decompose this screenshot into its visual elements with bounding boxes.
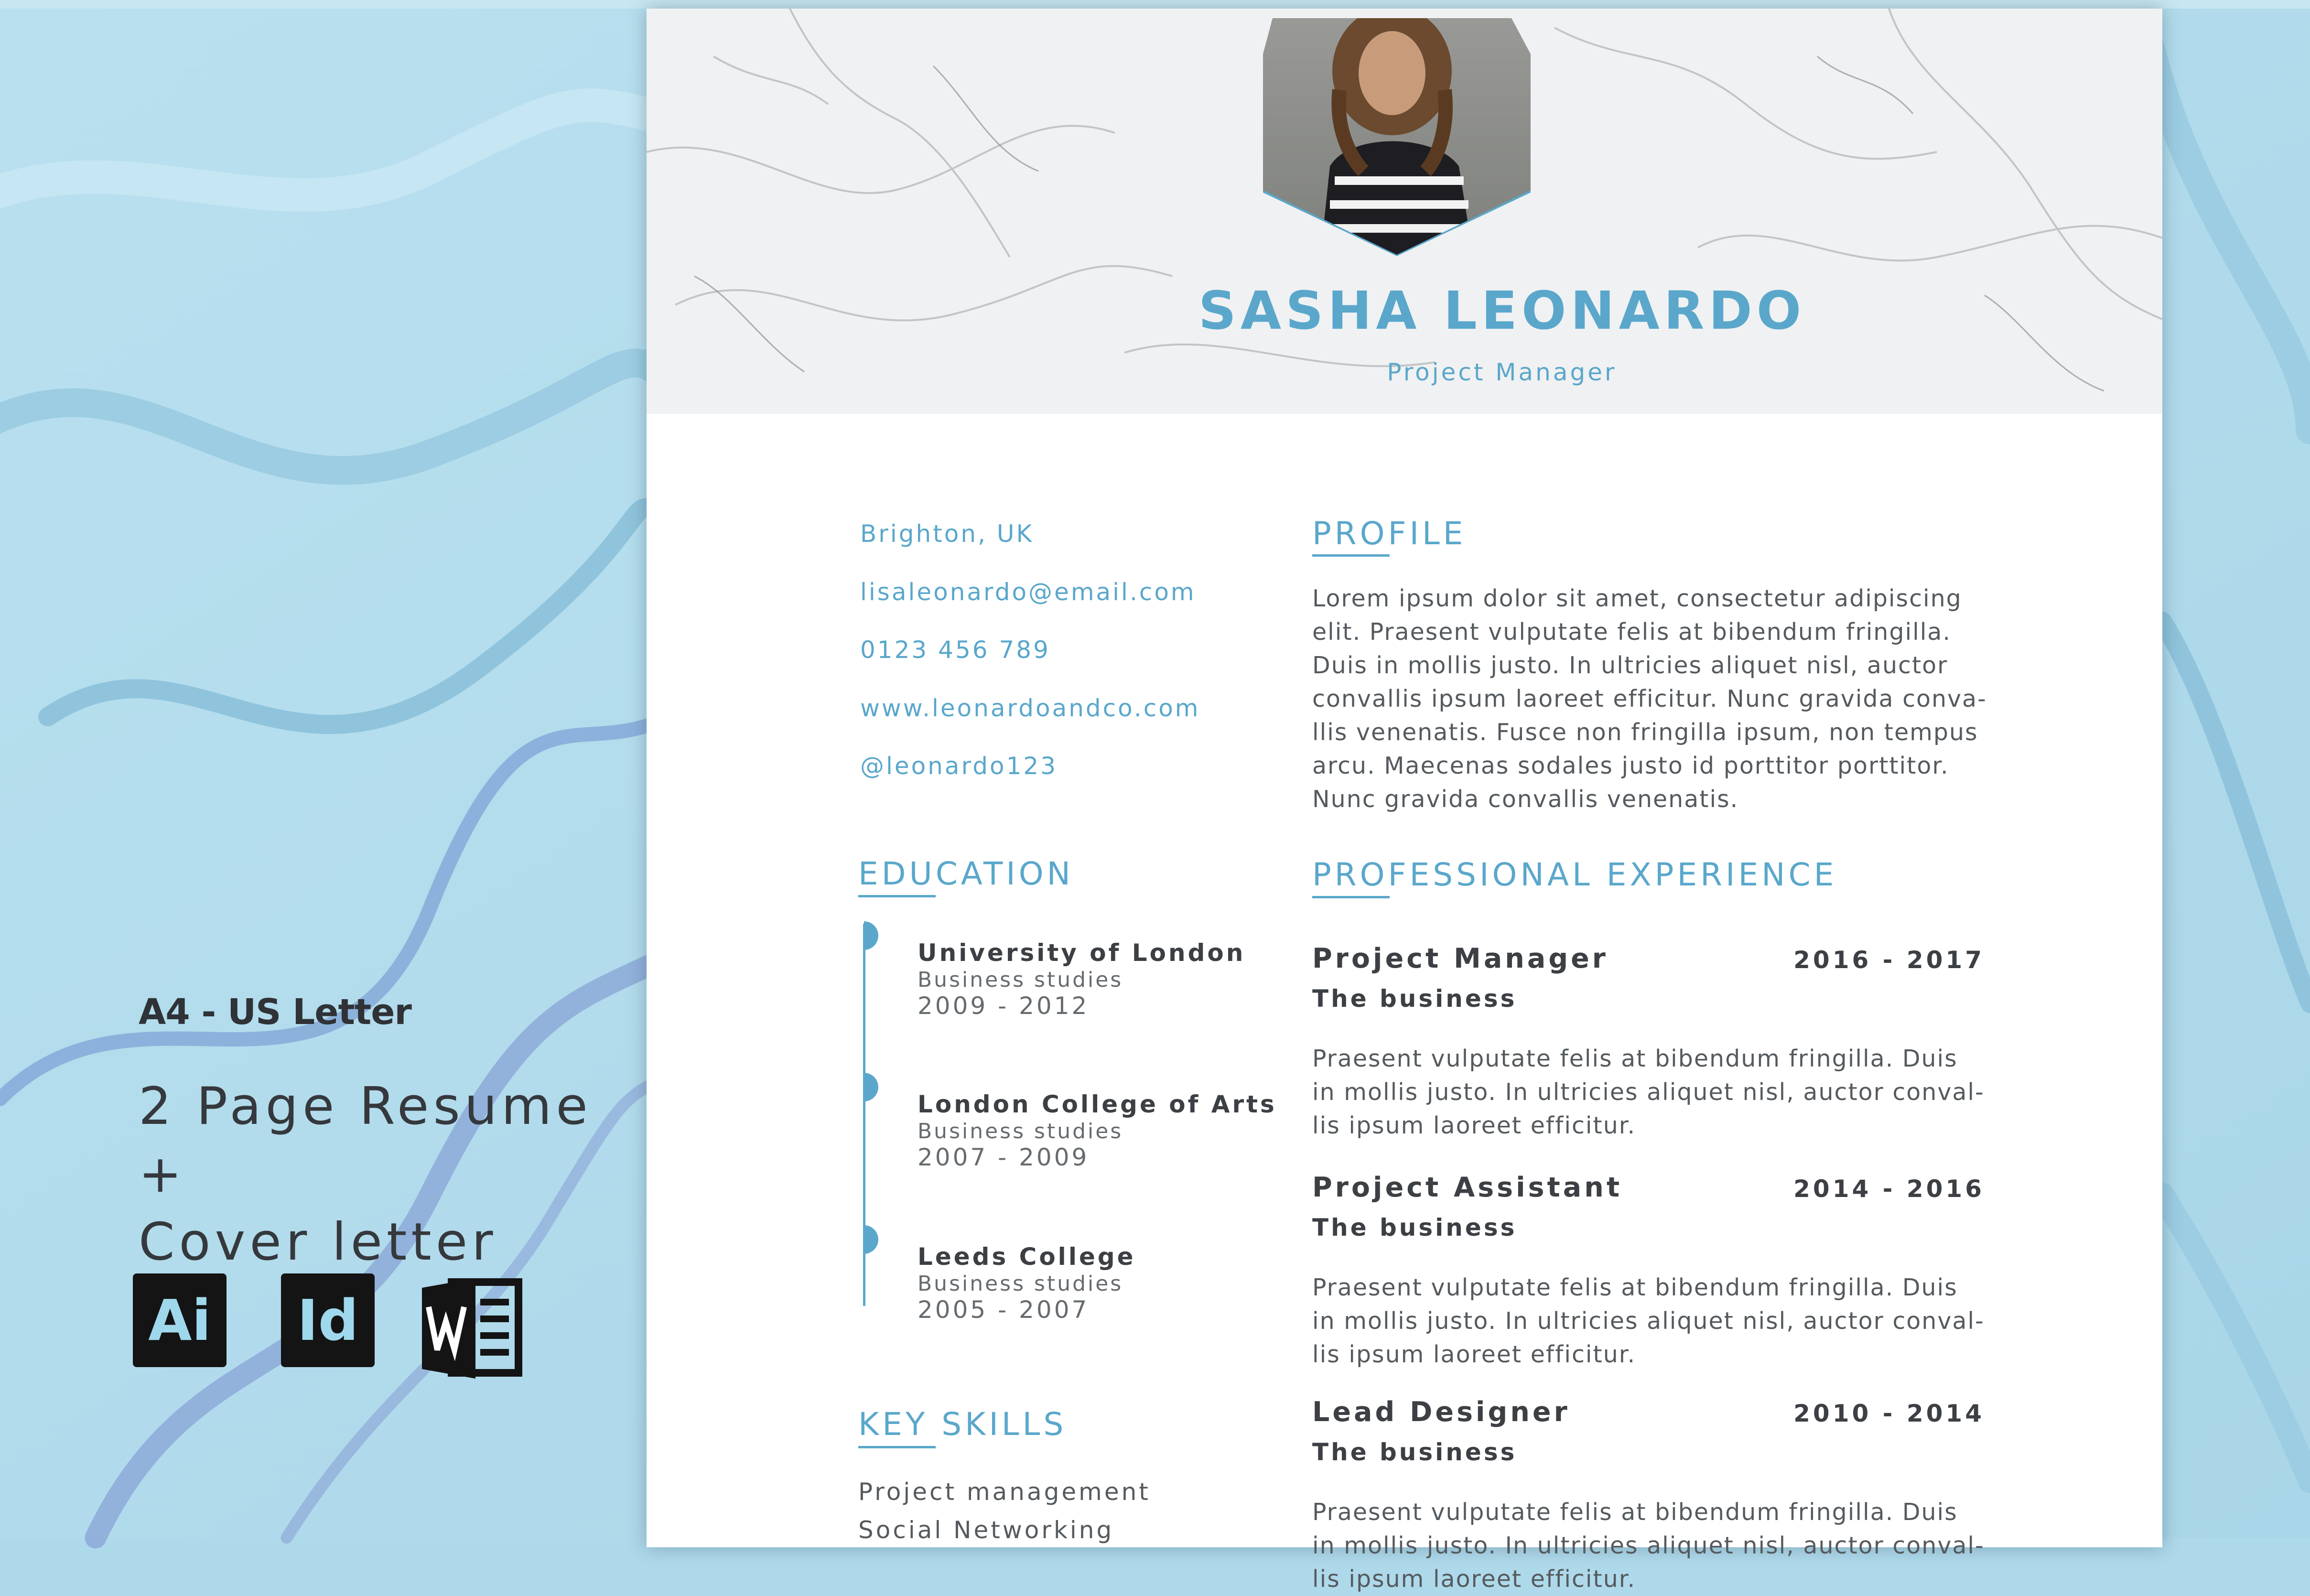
contact-location: Brighton, UK xyxy=(860,520,1034,548)
profile-rule xyxy=(1312,554,1390,557)
job-years: 2014 - 2016 xyxy=(1793,1175,1985,1203)
job-description-line: in mollis justo. In ultricies aliquet nisl, auctor conval- xyxy=(1312,1307,1985,1335)
promo-title xyxy=(139,1073,616,1276)
profile-line: Duis in mollis justo. In ultricies aliquet nisl, auctor xyxy=(1312,652,1948,679)
job-company: The business xyxy=(1312,1214,1517,1241)
education-school: Leeds College xyxy=(918,1243,1136,1271)
education-school: London College of Arts xyxy=(918,1090,1277,1118)
skill-item: Project management xyxy=(858,1478,1151,1506)
contact-email[interactable]: lisaleonardo@email.com xyxy=(860,578,1196,606)
contact-website[interactable]: www.leonardoandco.com xyxy=(860,694,1200,722)
profile-line: llis venenatis. Fusce non fringilla ipsum, non tempus xyxy=(1312,719,1978,746)
education-field: Business studies xyxy=(918,968,1123,992)
profile-photo xyxy=(1263,9,1531,257)
promo-title-line2: Cover letter xyxy=(139,1212,497,1272)
job-title: Project Manager xyxy=(1312,943,1608,974)
education-years: 2007 - 2009 xyxy=(918,1143,1090,1171)
job-description-line: in mollis justo. In ultricies aliquet nisl, auctor conval- xyxy=(1312,1078,1985,1106)
job-years: 2010 - 2014 xyxy=(1793,1400,1985,1427)
job-description xyxy=(1312,1042,2005,1143)
education-rule xyxy=(858,895,936,897)
contact-handle: @leonardo123 xyxy=(860,752,1058,780)
job-description-line: Praesent vulputate felis at bibendum fringilla. Duis xyxy=(1312,1045,1958,1072)
profile-heading: PROFILE xyxy=(1312,515,1467,552)
experience-rule xyxy=(1312,896,1390,898)
education-years: 2009 - 2012 xyxy=(918,992,1090,1020)
education-field: Business studies xyxy=(918,1272,1123,1296)
candidate-name: SASHA LEONARDO xyxy=(1198,280,1806,341)
illustrator-icon: Ai xyxy=(133,1273,227,1367)
job-description-line: Praesent vulputate felis at bibendum fringilla. Duis xyxy=(1312,1274,1958,1301)
format-label: A4 - US Letter xyxy=(139,992,411,1033)
job-years: 2016 - 2017 xyxy=(1793,946,1985,974)
job-company: The business xyxy=(1312,1438,1517,1466)
profile-line: Nunc gravida convallis venenatis. xyxy=(1312,786,1739,813)
skill-item: Social Networking xyxy=(858,1516,1114,1544)
profile-text xyxy=(1312,582,2005,816)
profile-line: convallis ipsum laoreet efficitur. Nunc gravida conva- xyxy=(1312,685,1987,712)
job-title: Project Assistant xyxy=(1312,1172,1623,1203)
timeline-dot xyxy=(850,921,878,950)
profile-line: arcu. Maecenas sodales justo id porttitor porttitor. xyxy=(1312,752,1949,779)
promo-title-line1: 2 Page Resume + xyxy=(139,1077,592,1204)
timeline-dot xyxy=(850,1225,878,1254)
job-company: The business xyxy=(1312,985,1517,1013)
job-description-line: Praesent vulputate felis at bibendum fringilla. Duis xyxy=(1312,1499,1958,1526)
education-years: 2005 - 2007 xyxy=(918,1296,1090,1324)
word-document-icon xyxy=(418,1273,528,1383)
job-description-line: in mollis justo. In ultricies aliquet nisl, auctor conval- xyxy=(1312,1532,1985,1559)
education-school: University of London xyxy=(918,939,1246,967)
job-title: Lead Designer xyxy=(1312,1396,1570,1428)
experience-heading: PROFESSIONAL EXPERIENCE xyxy=(1312,856,1837,893)
indesign-icon: Id xyxy=(281,1273,375,1367)
job-description xyxy=(1312,1496,2005,1596)
profile-line: Lorem ipsum dolor sit amet, consectetur adipiscing xyxy=(1312,585,1962,612)
skills-heading: KEY SKILLS xyxy=(858,1406,1067,1443)
education-field: Business studies xyxy=(918,1119,1123,1143)
timeline-dot xyxy=(850,1073,878,1101)
profile-line: elit. Praesent vulputate felis at bibendum fringilla. xyxy=(1312,618,1951,646)
education-heading: EDUCATION xyxy=(858,855,1074,892)
resume-sheet xyxy=(647,9,2162,1593)
contact-phone: 0123 456 789 xyxy=(860,636,1050,664)
candidate-job-title: Project Manager xyxy=(1387,358,1617,386)
word-icon xyxy=(418,1273,512,1367)
job-description-line: lis ipsum laoreet efficitur. xyxy=(1312,1112,1636,1139)
skills-rule xyxy=(858,1446,936,1448)
job-description xyxy=(1312,1271,2005,1371)
job-description-line: lis ipsum laoreet efficitur. xyxy=(1312,1565,1636,1593)
job-description-line: lis ipsum laoreet efficitur. xyxy=(1312,1341,1636,1368)
